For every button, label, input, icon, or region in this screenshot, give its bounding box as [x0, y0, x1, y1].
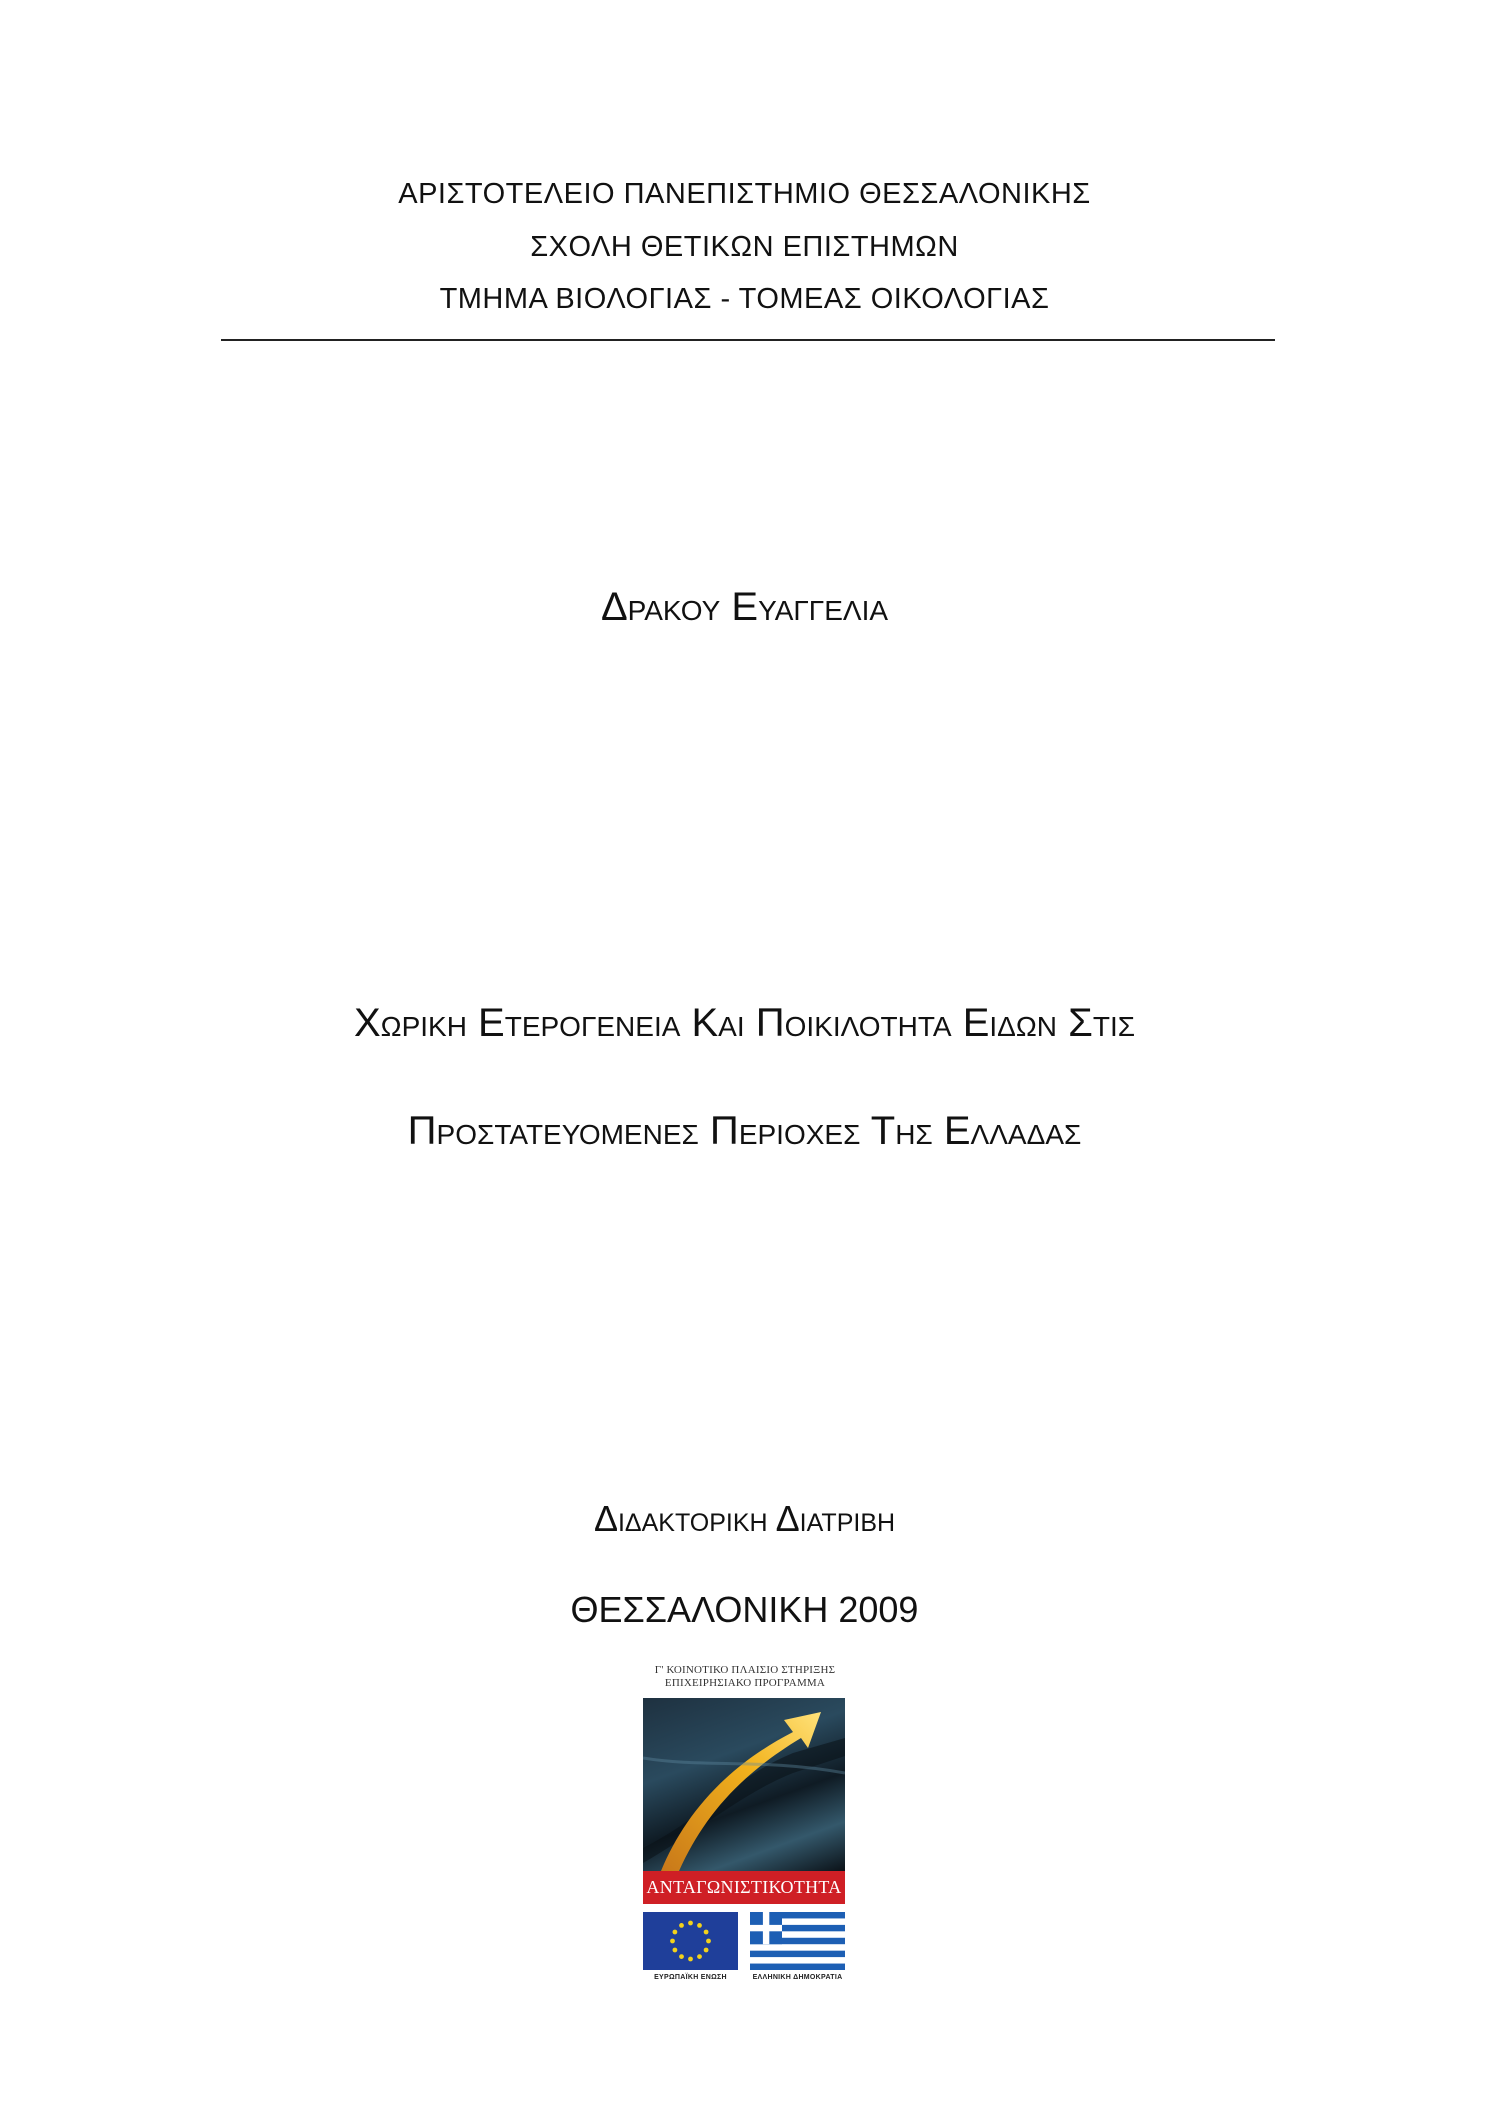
logo-header: [640, 1664, 850, 1690]
school-name: ΣΧΟΛΗ ΘΕΤΙΚΩΝ ΕΠΙΣΤΗΜΩΝ: [530, 231, 959, 263]
gr-caption: ΕΛΛΗΝΙΚΗ ΔΗΜΟΚΡΑΤΙΑ: [752, 1974, 843, 1981]
eu-flag-icon: [643, 1912, 738, 1970]
eu-caption: ΕΥΡΩΠΑΪΚΗ ΕΝΩΣΗ: [654, 1974, 727, 1981]
greek-flag-icon: [750, 1912, 845, 1970]
header-divider: [221, 339, 1275, 341]
thesis-title-line-1: Χωρικη Ετερογενεια Και Ποικιλοτητα Ειδων Στις: [353, 1001, 1136, 1045]
thesis-title-line-2: Προστατευομενες Περιοχες Της Ελλαδας: [407, 1109, 1082, 1153]
arrow-icon: [643, 1698, 845, 1871]
logo-header-line-2: ΕΠΙΧΕΙΡΗΣΙΑΚΟ ΠΡΟΓΡΑΜΜΑ: [664, 1677, 826, 1689]
logo-header-line-1: Γ' ΚΟΙΝΟΤΙΚΟ ΠΛΑΙΣΙΟ ΣΤΗΡΙΞΗΣ: [654, 1664, 836, 1676]
program-logo: [640, 1664, 850, 1994]
program-name: ΑΝΤΑΓΩΝΙΣΤΙΚΟΤΗΤΑ: [643, 1871, 845, 1904]
document-type: Διδακτορικη Διατριβη: [593, 1498, 896, 1539]
author-name: Δρακου Ευαγγελια: [600, 585, 889, 629]
logo-arrow-artwork: [643, 1698, 845, 1871]
department-name: ΤΜΗΜΑ ΒΙΟΛΟΓΙΑΣ - ΤΟΜΕΑΣ ΟΙΚΟΛΟΓΙΑΣ: [439, 283, 1050, 315]
university-name: ΑΡΙΣΤΟΤΕΛΕΙΟ ΠΑΝΕΠΙΣΤΗΜΙΟ ΘΕΣΣΑΛΟΝΙΚΗΣ: [398, 178, 1091, 210]
place-and-year: ΘΕΣΣΑΛΟΝΙΚΗ 2009: [570, 1589, 919, 1630]
